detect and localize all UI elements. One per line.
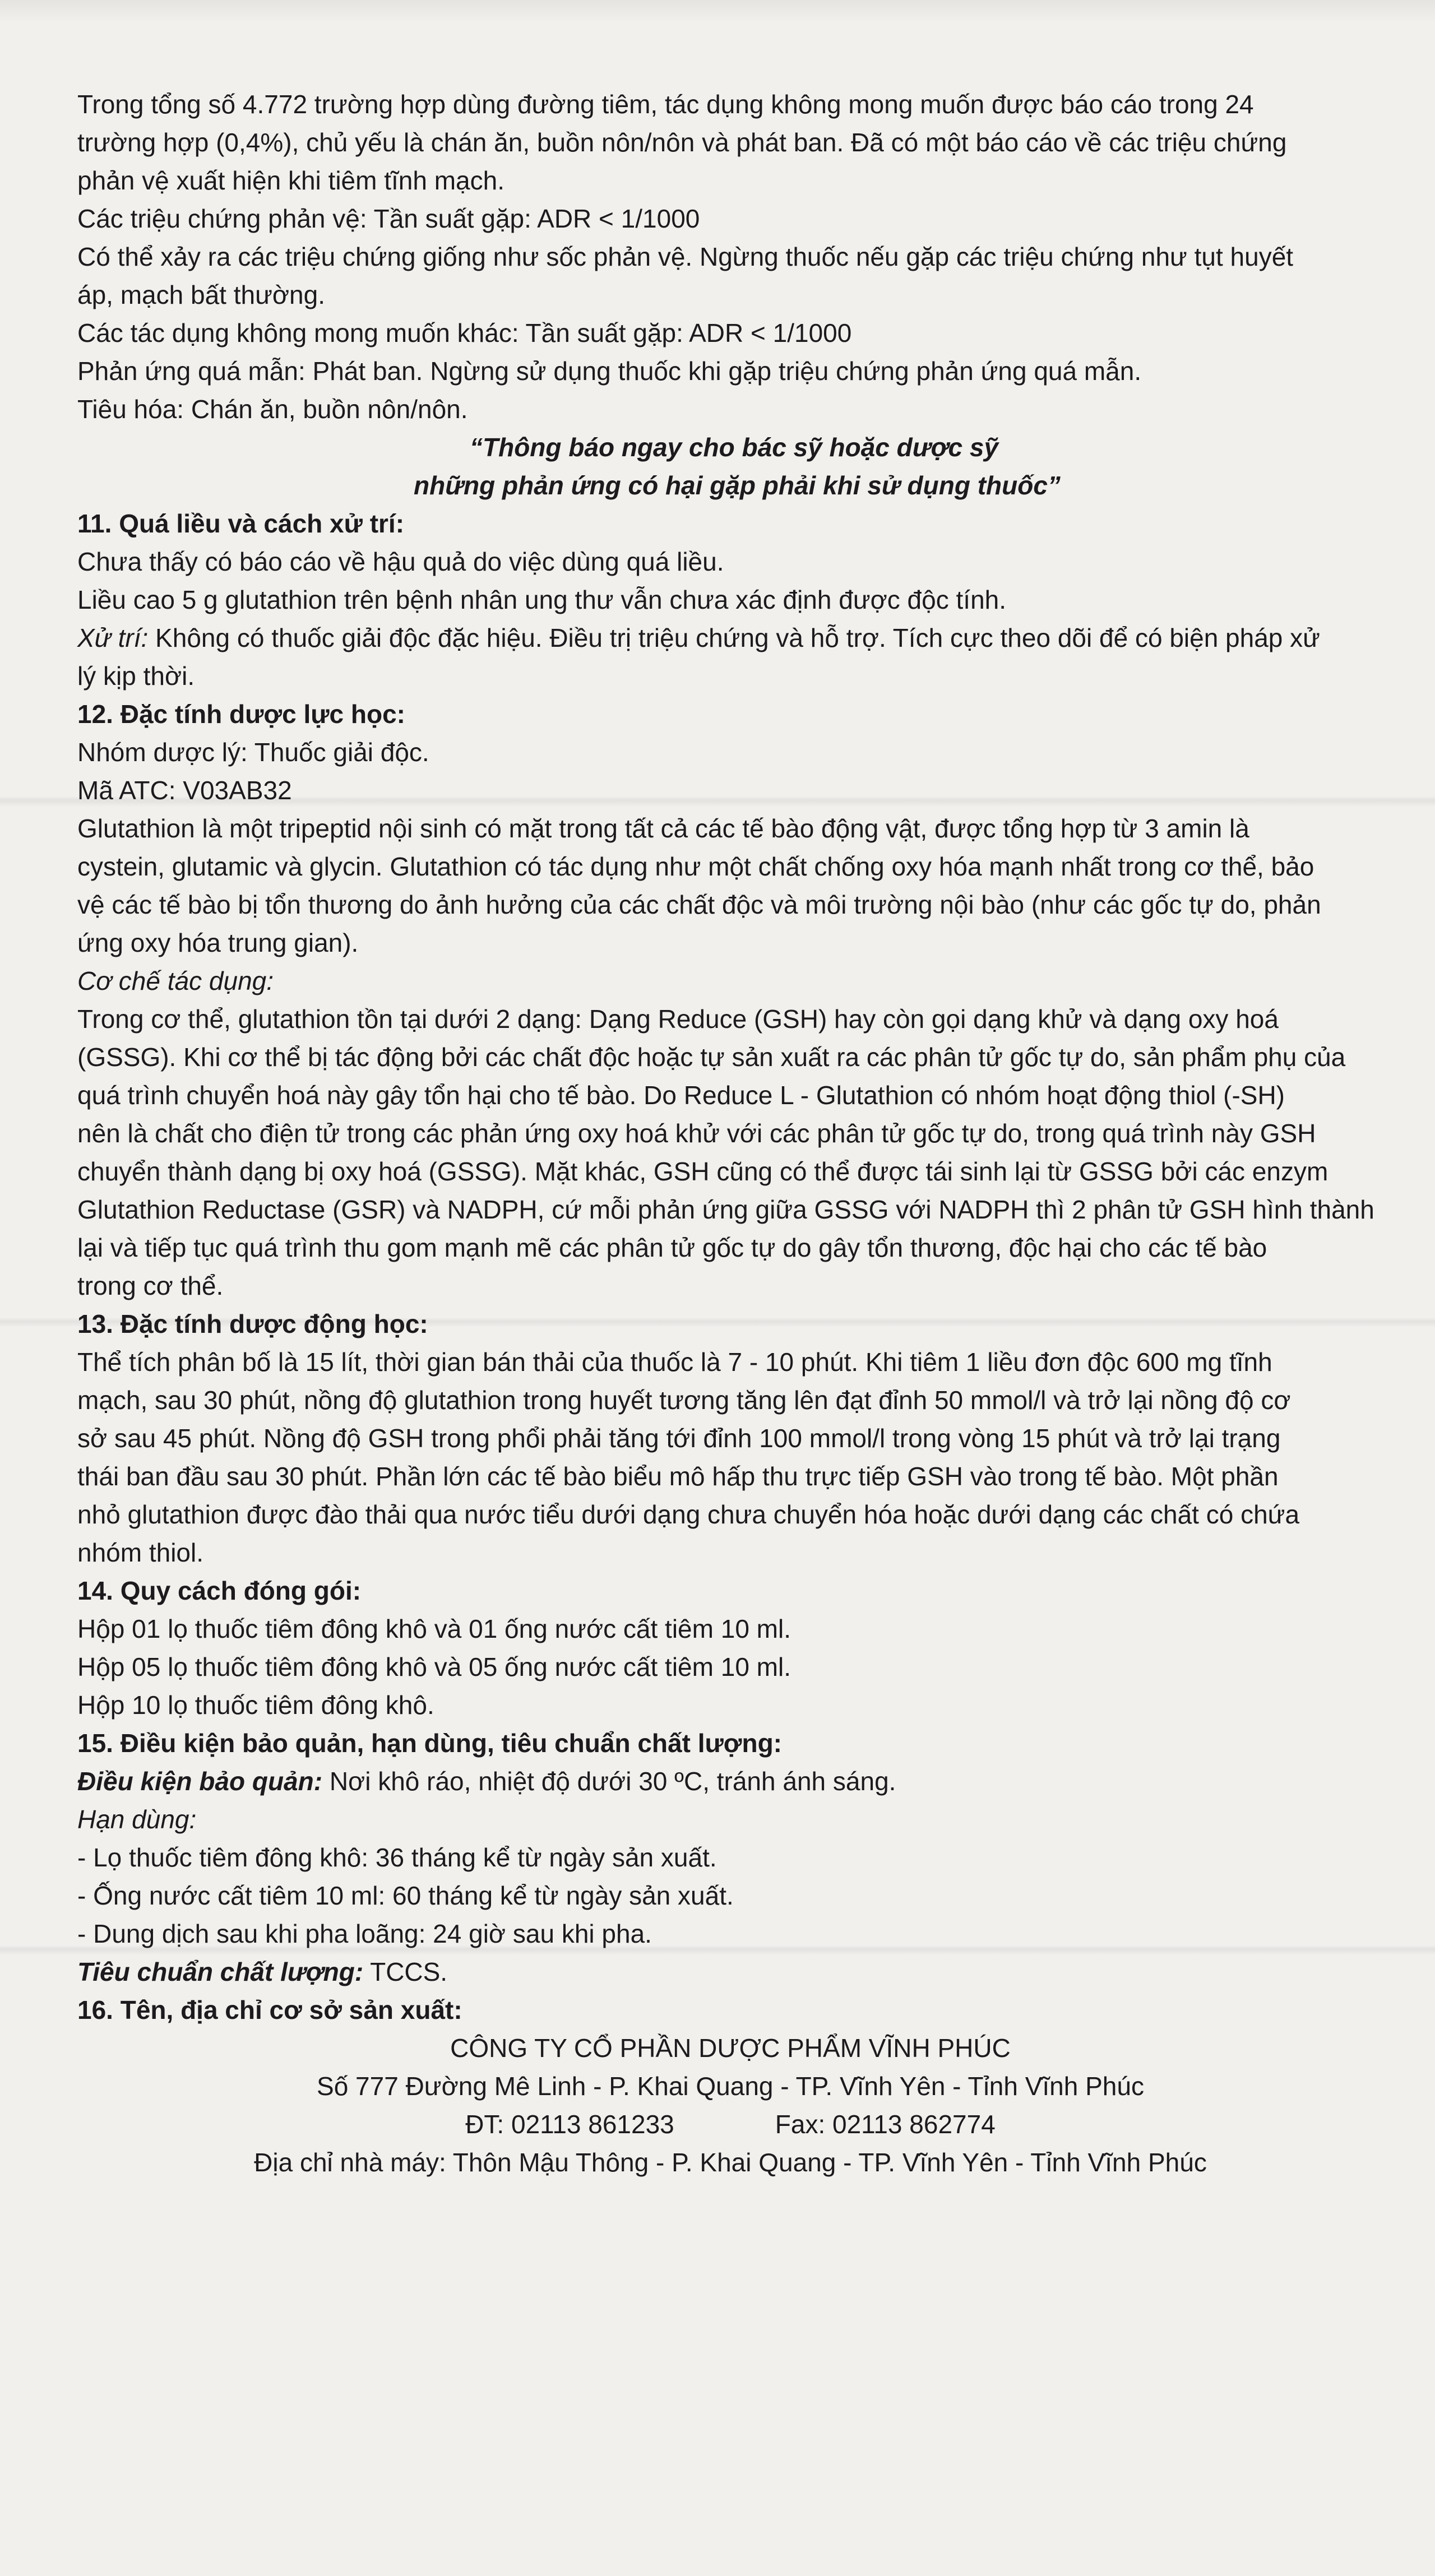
packaging-line-3: Hộp 10 lọ thuốc tiêm đông khô. (77, 1690, 434, 1720)
shelf-life-line-1: - Lọ thuốc tiêm đông khô: 36 tháng kể từ ngày sản xuất. (77, 1843, 717, 1872)
mechanism-line-6: Glutathion Reductase (GSR) và NADPH, cứ mỗi phản ứng giữa GSSG với NADPH thì 2 phân tử GSH hình thành (77, 1195, 1374, 1224)
pharmacodynamics-line-4: ứng oxy hóa trung gian). (77, 928, 359, 957)
pharmacodynamics-line-1: Glutathion là một tripeptid nội sinh có mặt trong tất cả các tế bào động vật, được tổng hợp từ 3 amin là (77, 814, 1249, 843)
fax-number: Fax: 02113 862774 (775, 2110, 996, 2139)
pharmacokinetics-line-5: nhỏ glutathion được đào thải qua nước tiểu dưới dạng chưa chuyển hóa hoặc dưới dạng các chất có chứa (77, 1500, 1300, 1529)
leaflet-content (77, 85, 1383, 2181)
mechanism-line-1: Trong cơ thể, glutathion tồn tại dưới 2 dạng: Dạng Reduce (GSH) hay còn gọi dạng khử và dạng oxy hoá (77, 1004, 1279, 1034)
mechanism-line-8: trong cơ thể. (77, 1271, 224, 1300)
mechanism-line-5: chuyển thành dạng bị oxy hoá (GSSG). Mặt khác, GSH cũng có thể được tái sinh lại từ GSSG bởi các enzym (77, 1157, 1328, 1186)
storage-label: Điều kiện bảo quản: (77, 1767, 323, 1796)
adr-line-9: Tiêu hóa: Chán ăn, buồn nôn/nôn. (77, 395, 468, 424)
quality-standard (77, 1953, 1383, 1991)
phone-number: ĐT: 02113 861233 (465, 2110, 674, 2139)
adr-line-5: Có thể xảy ra các triệu chứng giống như sốc phản vệ. Ngừng thuốc nếu gặp các triệu chứng như tụt huyết (77, 242, 1294, 271)
mechanism-label: Cơ chế tác dụng: (77, 966, 274, 995)
adr-line-1: Trong tổng số 4.772 trường hợp dùng đường tiêm, tác dụng không mong muốn được báo cáo trong 24 (77, 90, 1254, 119)
pharmacokinetics-line-1: Thể tích phân bố là 15 lít, thời gian bán thải của thuốc là 7 - 10 phút. Khi tiêm 1 liều đơn độc 600 mg tĩnh (77, 1347, 1272, 1377)
contact-row (77, 2105, 1383, 2143)
standard-label: Tiêu chuẩn chất lượng: (77, 1957, 364, 1986)
pharmacokinetics-line-3: sở sau 45 phút. Nồng độ GSH trong phổi phải tăng tới đỉnh 100 mmol/l trong vòng 15 phút và trở lại trạng (77, 1424, 1281, 1453)
report-notice-line-1: “Thông báo ngay cho bác sỹ hoặc dược sỹ (470, 433, 999, 462)
section-13-heading: 13. Đặc tính dược động học: (77, 1309, 428, 1338)
pharmacodynamics-line-3: vệ các tế bào bị tổn thương do ảnh hưởng của các chất độc và môi trường nội bào (như các gốc tự do, phản (77, 890, 1321, 919)
section-14-heading: 14. Quy cách đóng gói: (77, 1576, 362, 1605)
section-11-heading: 11. Quá liều và cách xử trí: (77, 509, 405, 538)
company-address: Số 777 Đường Mê Linh - P. Khai Quang - TP. Vĩnh Yên - Tỉnh Vĩnh Phúc (317, 2072, 1144, 2101)
section-16-heading: 16. Tên, địa chỉ cơ sở sản xuất: (77, 1995, 462, 2024)
pharmacokinetics-line-4: thái ban đầu sau 30 phút. Phần lớn các tế bào biểu mô hấp thu trực tiếp GSH vào trong tế bào. Một phần (77, 1462, 1279, 1491)
overdose-line-1: Chưa thấy có báo cáo về hậu quả do việc dùng quá liều. (77, 547, 724, 576)
mechanism-line-7: lại và tiếp tục quá trình thu gom mạnh mẽ các phân tử gốc tự do gây tổn thương, độc hại cho các tế bào (77, 1233, 1267, 1262)
pharmacokinetics-line-6: nhóm thiol. (77, 1538, 204, 1567)
factory-address: Địa chỉ nhà máy: Thôn Mậu Thông - P. Khai Quang - TP. Vĩnh Yên - Tỉnh Vĩnh Phúc (254, 2148, 1207, 2177)
pharmacodynamics-line-2: cystein, glutamic và glycin. Glutathion có tác dụng như một chất chống oxy hóa mạnh nhất trong cơ thể, bảo (77, 852, 1314, 881)
pharmacokinetics-line-2: mạch, sau 30 phút, nồng độ glutathion trong huyết tương tăng lên đạt đỉnh 50 mmol/l và trở lại nồng độ cơ (77, 1386, 1291, 1415)
adr-line-6: áp, mạch bất thường. (77, 280, 325, 309)
treatment-text: Không có thuốc giải độc đặc hiệu. Điều trị triệu chứng và hỗ trợ. Tích cực theo dõi để có biện pháp xử (148, 623, 1320, 652)
overdose-treatment-cont: lý kịp thời. (77, 661, 195, 691)
report-notice-line-2: những phản ứng có hại gặp phải khi sử dụng thuốc” (414, 471, 1061, 500)
shelf-life-label: Hạn dùng: (77, 1805, 197, 1834)
section-12-heading: 12. Đặc tính dược lực học: (77, 699, 405, 729)
packaging-line-2: Hộp 05 lọ thuốc tiêm đông khô và 05 ống nước cất tiêm 10 ml. (77, 1652, 791, 1681)
company-name: CÔNG TY CỔ PHẦN DƯỢC PHẨM VĨNH PHÚC (450, 2033, 1011, 2063)
adr-line-2: trường hợp (0,4%), chủ yếu là chán ăn, buồn nôn/nôn và phát ban. Đã có một báo cáo về các triệu chứng (77, 128, 1287, 157)
adr-line-8: Phản ứng quá mẫn: Phát ban. Ngừng sử dụng thuốc khi gặp triệu chứng phản ứng quá mẫn. (77, 356, 1142, 386)
packaging-line-1: Hộp 01 lọ thuốc tiêm đông khô và 01 ống nước cất tiêm 10 ml. (77, 1614, 791, 1643)
treatment-label: Xử trí: (77, 623, 149, 652)
mechanism-line-2: (GSSG). Khi cơ thể bị tác động bởi các chất độc hoặc tự sản xuất ra các phân tử gốc tự do, sản phẩm phụ của (77, 1043, 1346, 1072)
section-15-heading: 15. Điều kiện bảo quản, hạn dùng, tiêu chuẩn chất lượng: (77, 1729, 783, 1758)
mechanism-line-4: nên là chất cho điện tử trong các phản ứng oxy hoá khử với các phân tử gốc tự do, trong quá trình này GSH (77, 1119, 1316, 1148)
standard-text: TCCS. (363, 1957, 448, 1986)
overdose-line-2: Liều cao 5 g glutathion trên bệnh nhân ung thư vẫn chưa xác định được độc tính. (77, 585, 1007, 614)
storage-text: Nơi khô ráo, nhiệt độ dưới 30 ºC, tránh ánh sáng. (322, 1767, 896, 1796)
mechanism-line-3: quá trình chuyển hoá này gây tổn hại cho tế bào. Do Reduce L - Glutathion có nhóm hoạt động thiol (-SH) (77, 1081, 1285, 1110)
pharmacologic-group: Nhóm dược lý: Thuốc giải độc. (77, 738, 429, 767)
adr-line-7: Các tác dụng không mong muốn khác: Tần suất gặp: ADR < 1/1000 (77, 318, 852, 348)
storage-conditions (77, 1762, 1383, 1800)
adr-line-4: Các triệu chứng phản vệ: Tần suất gặp: ADR < 1/1000 (77, 204, 700, 233)
shelf-life-line-2: - Ống nước cất tiêm 10 ml: 60 tháng kể từ ngày sản xuất. (77, 1881, 734, 1910)
shelf-life-line-3: - Dung dịch sau khi pha loãng: 24 giờ sau khi pha. (77, 1919, 652, 1948)
overdose-treatment (77, 619, 1383, 657)
atc-code: Mã ATC: V03AB32 (77, 776, 292, 805)
adr-line-3: phản vệ xuất hiện khi tiêm tĩnh mạch. (77, 166, 504, 195)
